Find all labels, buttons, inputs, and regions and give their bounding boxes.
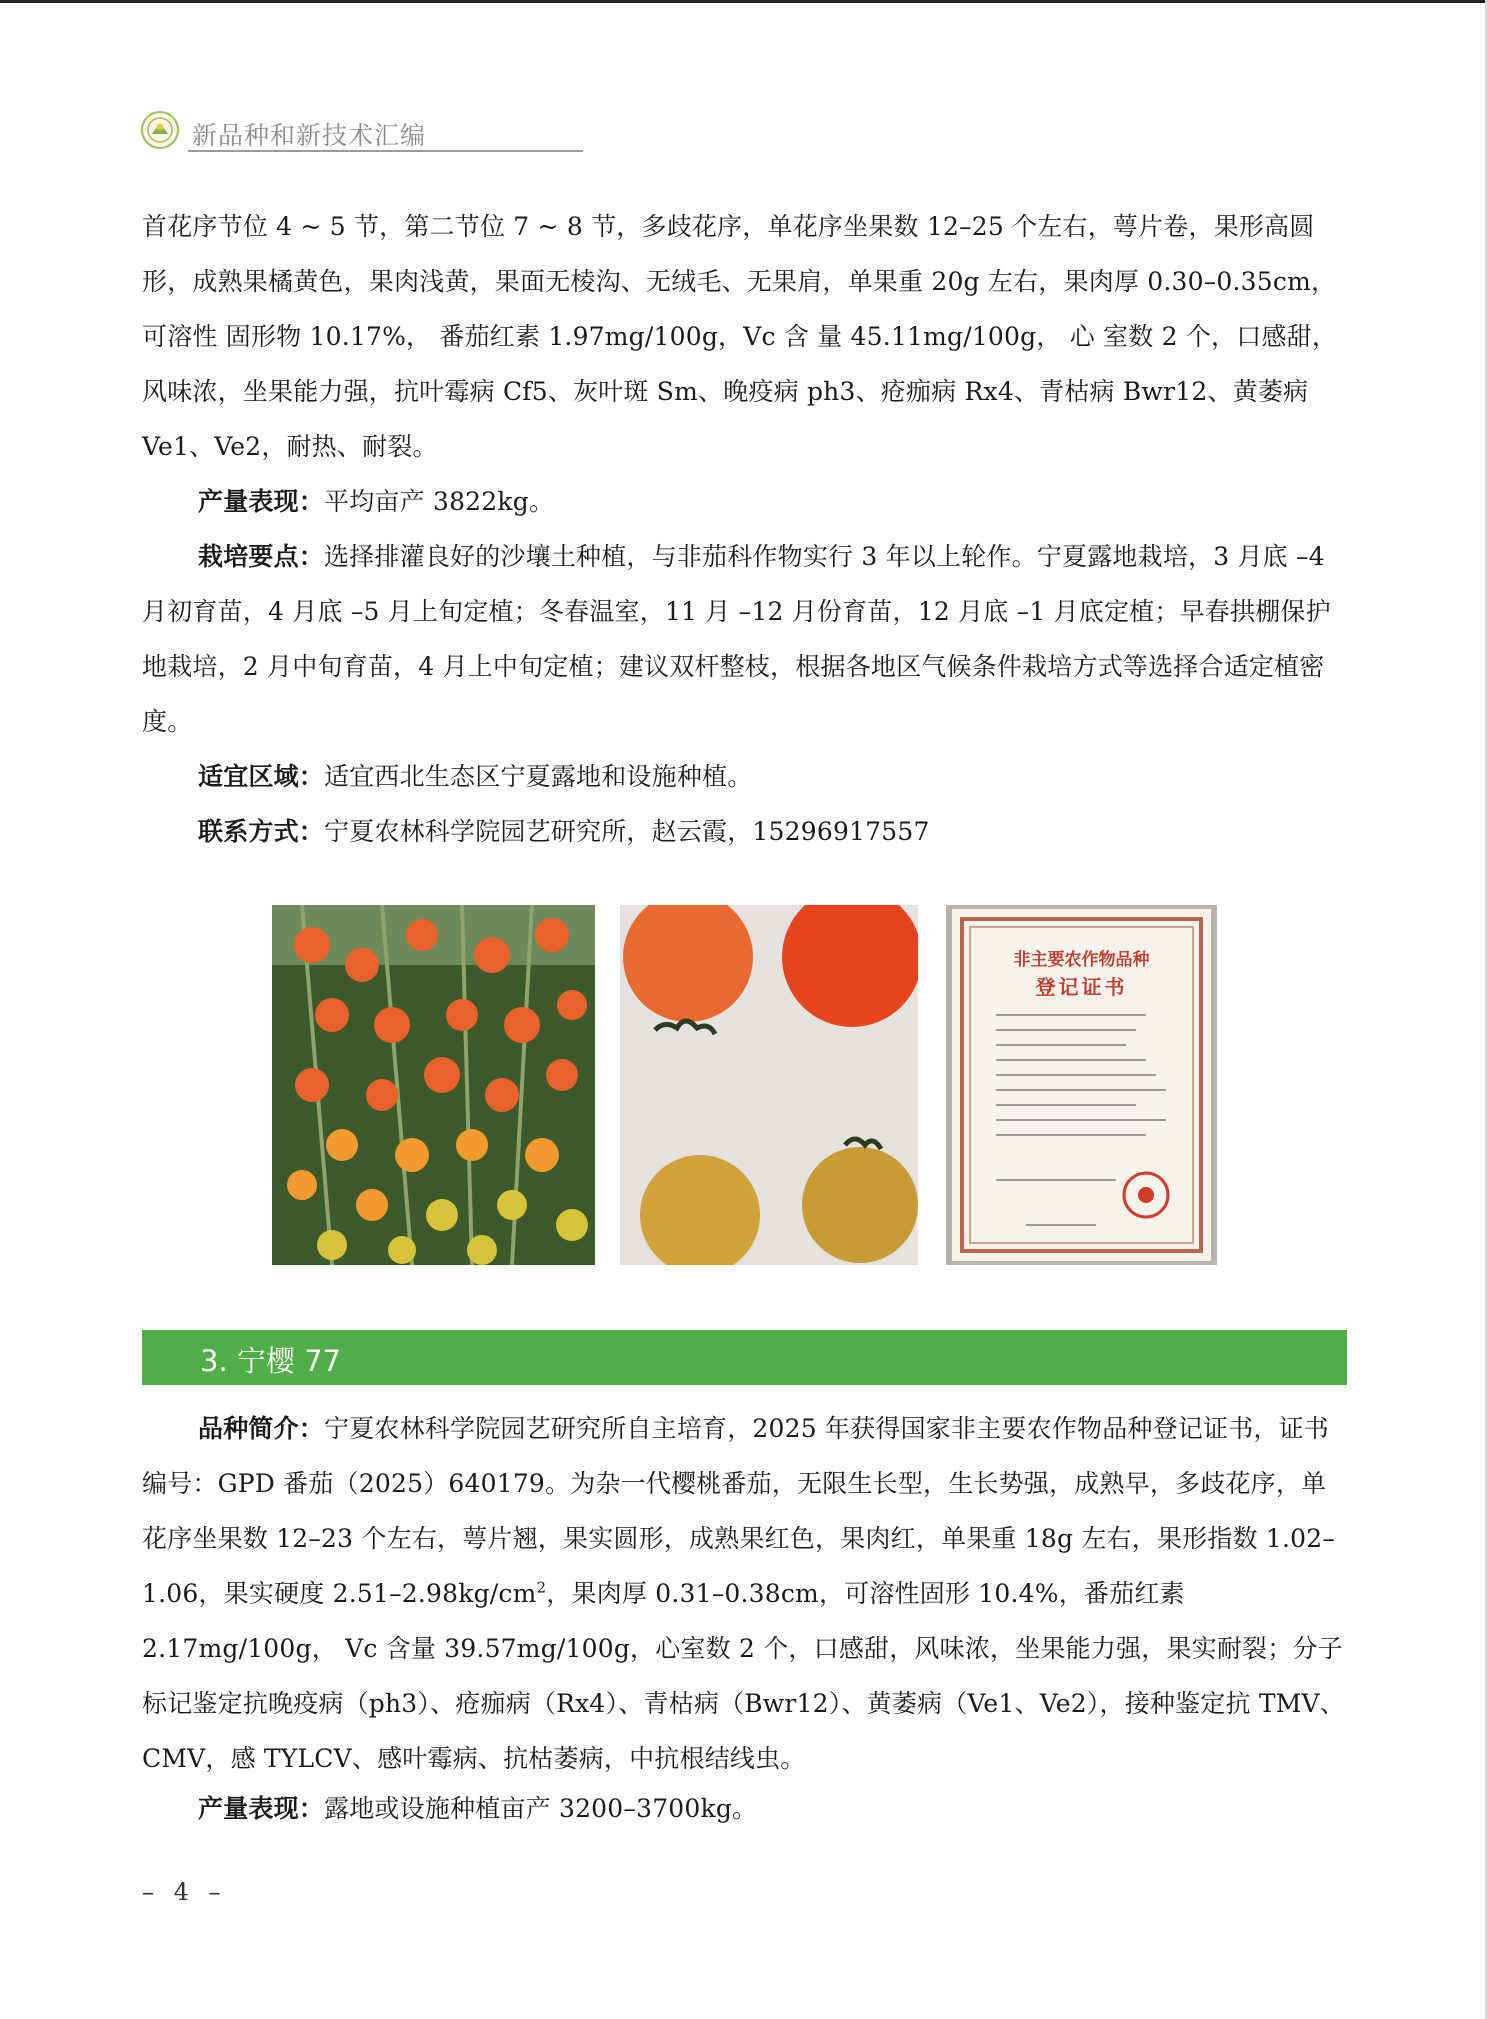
yield-paragraph bbox=[142, 474, 1347, 529]
region-text: 适宜西北生态区宁夏露地和设施种植。 bbox=[324, 762, 753, 791]
yield-text: 平均亩产 3822kg。 bbox=[324, 487, 555, 516]
region-label: 适宜区域： bbox=[198, 762, 325, 791]
cultivation-text: 选择排灌良好的沙壤土种植，与非茄科作物实行 3 年以上轮作。宁夏露地栽培，3 月底 –4 月初育苗，4 月底 –5 月上旬定植；冬春温室，11 月 –12 月份育苗，12 月底 –1 月底定植；早春拱棚保护地栽培，2 月中旬育苗，4 月上中旬定植；建议双杆整枝，根据各地区气候条件栽培方式等选择合适定植密度。 bbox=[142, 542, 1331, 736]
yield2-label: 产量表现： bbox=[198, 1794, 325, 1823]
certificate-title-line1: 非主要农作物品种 bbox=[1013, 950, 1150, 970]
yield-paragraph-2 bbox=[142, 1781, 1347, 1836]
brief-superscript: 2 bbox=[536, 1578, 547, 1597]
photo-row bbox=[272, 905, 1217, 1265]
brief-label: 品种简介： bbox=[198, 1414, 325, 1443]
yield2-text: 露地或设施种植亩产 3200–3700kg。 bbox=[324, 1794, 758, 1823]
header-title: 新品种和新技术汇编 bbox=[192, 121, 427, 150]
certificate-title-line2: 登记证书 bbox=[1035, 975, 1128, 999]
book-logo-icon bbox=[140, 110, 180, 150]
variety-description: 首花序节位 4 ~ 5 节，第二节位 7 ~ 8 节，多歧花序，单花序坐果数 12–25 个左右，萼片卷，果形高圆形，成熟果橘黄色，果肉浅黄，果面无棱沟、无绒毛、无果肩，单果重 20g 左右，果肉厚 0.30–0.35cm， 可溶性 固形物 10.17%， 番茄红素 1.97mg/100g，Vc 含 量 45.11mg/100g， 心 室数 2 个，口感甜，风味浓，坐果能力强，抗叶霉病 Cf5、灰叶斑 Sm、晚疫病 ph3、疮痂病 Rx4、青枯病 Bwr12、黄萎病 Ve1、Ve2，耐热、耐裂。 bbox=[142, 212, 1338, 461]
top-border bbox=[0, 0, 1488, 3]
contact-paragraph bbox=[142, 804, 1347, 859]
certificate-photo bbox=[946, 905, 1217, 1265]
running-header bbox=[140, 108, 445, 156]
section-title: 3. 宁樱 77 bbox=[200, 1344, 342, 1378]
header-underline bbox=[188, 150, 583, 152]
tomato-fruit-photo bbox=[620, 905, 918, 1265]
tomato-plant-photo bbox=[272, 905, 595, 1265]
page-number: – 4 – bbox=[142, 1878, 227, 1906]
contact-label: 联系方式： bbox=[198, 817, 325, 846]
section-heading-bar bbox=[142, 1330, 1347, 1385]
variety-brief-paragraph bbox=[142, 1401, 1347, 1786]
yield-label: 产量表现： bbox=[198, 487, 325, 516]
cultivation-paragraph bbox=[142, 529, 1347, 749]
cultivation-label: 栽培要点： bbox=[198, 542, 325, 571]
brief-text-part1: 宁夏农林科学院园艺研究所自主培育，2025 年获得国家非主要农作物品种登记证书，证书编号：GPD 番茄（2025）640179。为杂一代樱桃番茄，无限生长型，生长势强，成熟早，多歧花序，单花序坐果数 12–23 个左右，萼片翘，果实圆形，成熟果红色，果肉红，单果重 18g 左右，果形指数 1.02–1.06，果实硬度 2.51–2.98kg/cm bbox=[142, 1414, 1336, 1608]
brief-text-part2: ，果肉厚 0.31–0.38cm，可溶性固形 10.4%，番茄红素 2.17mg/100g， Vc 含量 39.57mg/100g，心室数 2 个，口感甜，风味浓，坐果能力强，果实耐裂；分子标记鉴定抗晚疫病（ph3）、疮痂病（Rx4）、青枯病（Bwr12）、黄萎病（Ve1、Ve2），接种鉴定抗 TMV、CMV，感 TYLCV、感叶霉病、抗枯萎病，中抗根结线虫。 bbox=[142, 1579, 1345, 1773]
region-paragraph bbox=[142, 749, 1347, 804]
contact-text: 宁夏农林科学院园艺研究所，赵云霞，15296917557 bbox=[324, 817, 930, 846]
